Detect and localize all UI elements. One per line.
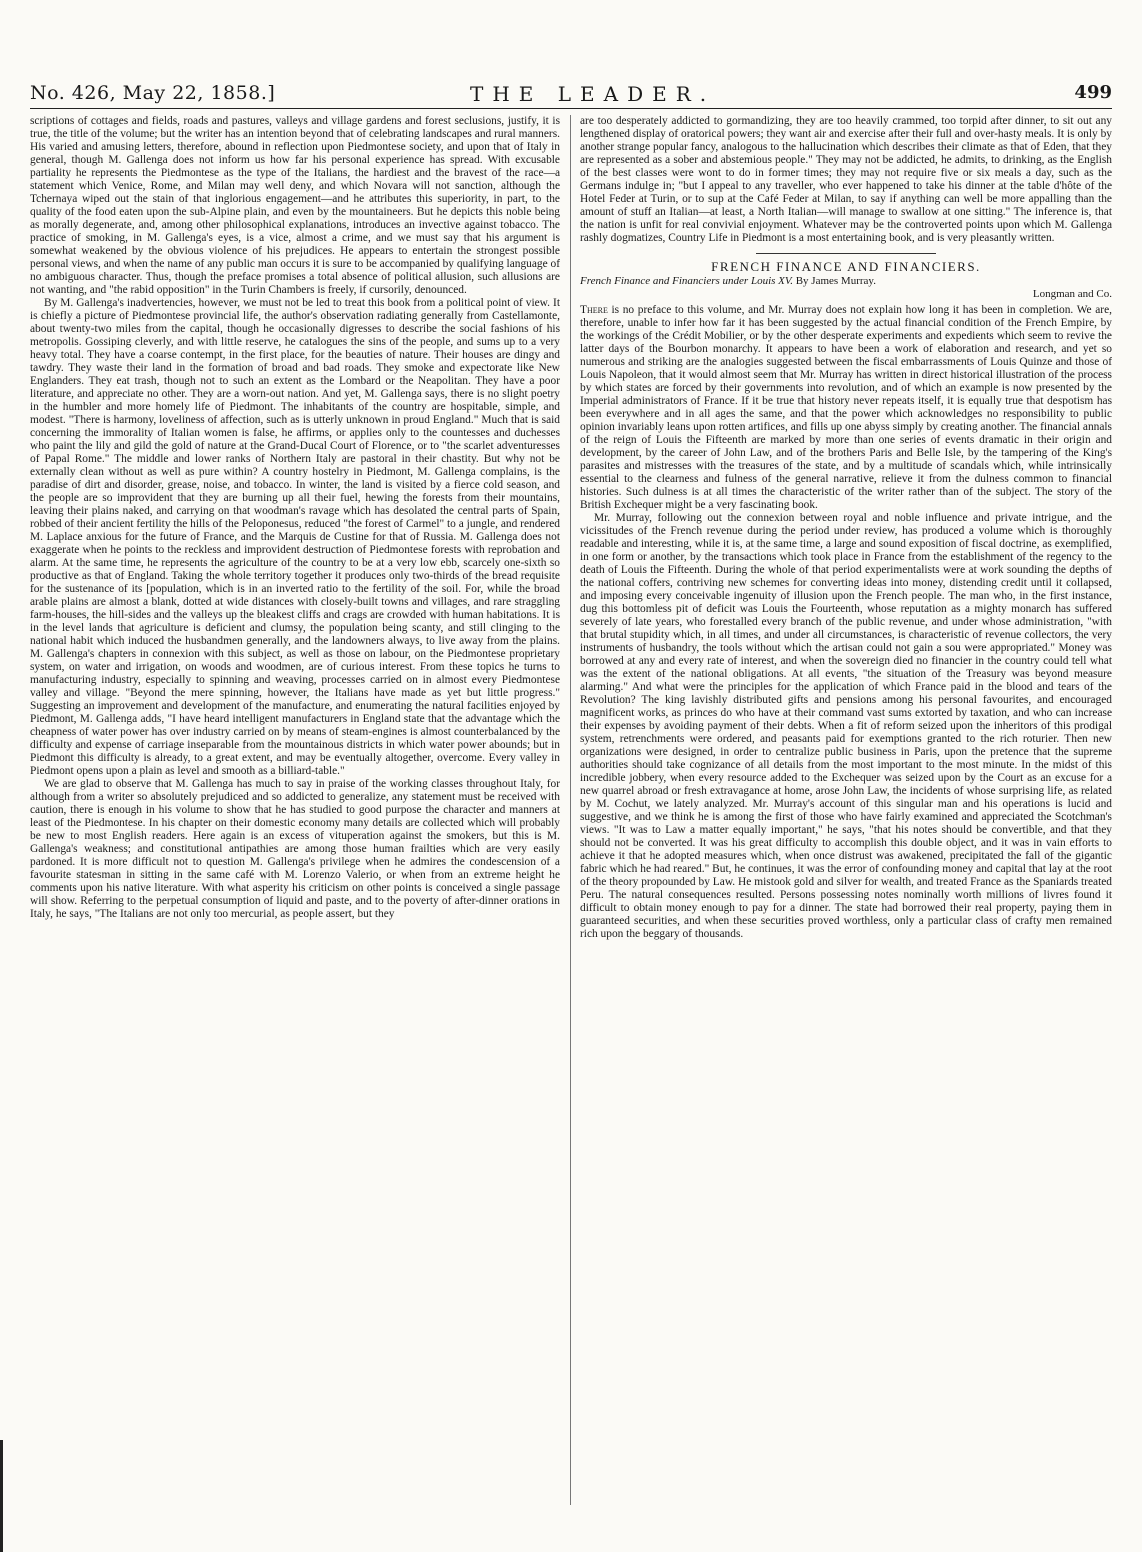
paragraph: Mr. Murray, following out the connexion between royal and noble influence and private intrigue, and the vicissitudes of the French revenue during the period under review, has produced a volume which is thoroughly readable and interesting, while it is, at the same time, a large and sound exposition of fiscal doctrine, as exemplified, in one form or another, by the transactions which took place in France from the establishment of the regency to the death of Louis the Fifteenth. During the whole of that period experimentalists were at work sounding the depths of the national coffers, contriving new schemes for converting ideas into money, distending credit until it collapsed, and imposing every conceivable ingenuity of illusion upon the French people. The man who, in the first instance, dug this bottomless pit of deficit was Louis the Fourteenth, whose reputation as a mighty monarch has suffered severely of late years, who forestalled every branch of the public revenue, and under whose administration, "with that brutal stupidity which, in all times, and under all circumstances, is characteristic of revenue collectors, the very instruments of husbandry, the tools without which the artisan could not gain a sou were appropriated." Money was borrowed at any and every rate of interest, and when the sovereign died no financier in the country could tell what was the extent of the national obligations. At all events, "the situation of the Treasury was beyond measure alarming." And what were the principles for the application of which France paid in the blood and tears of the Revolution? The king lavishly distributed gifts and pensions among his personal favourites, and encouraged magnificent works, as princes do who have at their command vast sums extorted by taxation, and who can increase their expenses by avoiding payment of their debts. When a fit of reform seized upon the inheritors of this prodigal system, retrenchments were ordered, and peasants paid for exemptions granted to the rich roturier. Then new organizations were designed, in order to centralize public business in Paris, upon the pretence that the supreme authorities should take cognizance of all details from the most important to the most minute. In the midst of this incredible jobbery, when every resource added to the Exchequer was seized upon by the Court as an excuse for a new quarrel abroad or fresh extravagance at home, arose John Law, the incidents of whose surprising life, as related by M. Cochut, we lately analyzed. Mr. Murray's account of this singular man and his operations is lucid and suggestive, and we think he is among the first of those who have fairly examined and appreciated the Scotchman's views. "It was to Law a matter equally important," he says, "that his notes should be convertible, and that they should not be converted. It was his great difficulty to accomplish this double object, and it was in vain efforts to achieve it that he adopted measures which, when once distrust was awakened, precipitated the fall of the gigantic fabric which he had reared." But, he continues, it was the error of confounding money and capital that lay at the root of the theory propounded by Law. He mistook gold and silver for wealth, and treated France as the Spaniards treated Peru. The natural consequences resulted. Persons possessing notes nominally worth millions of livres found it difficult to obtain money enough to pay for a dinner. The state had borrowed their real property, paying them in guaranteed securities, and when these securities proved worthless, only a particular class of crafty men remained rich upon the beggary of thousands. <box>580 512 1112 940</box>
page-number: 499 <box>1074 82 1112 103</box>
section-title: FRENCH FINANCE AND FINANCIERS. <box>711 259 981 274</box>
book-title: French Finance and Financiers under Louis XV. <box>580 275 793 287</box>
publisher: Longman and Co. <box>1032 288 1112 300</box>
book-citation <box>580 275 1112 288</box>
paragraph: By M. Gallenga's inadvertencies, however, we must not be led to treat this book from a political point of view. It is chiefly a picture of Piedmontese provincial life, the author's observation radiating generally from Castellamonte, about twenty-two miles from the capital, though he occasionally digresses to describe the social fashions of his metropolis. Gossiping cleverly, and with little reserve, he catalogues the sins of the people, and sums up to a very heavy total. They have a coarse contempt, in the first place, for the beauties of nature. Their houses are dingy and tawdry. They waste their land in the formation of broad and bad roads. They smoke and expectorate like New Englanders. They eat trash, though not to such an extent as the Lombard or the Neapolitan. They have a poor literature, and appreciate no other. They are a worn-out nation. And yet, M. Gallenga says, there is no slight poetry in the humbler and more homely life of Piedmont. The inhabitants of the country are hospitable, simple, and modest. "There is harmony, loveliness of affection, such as is utterly unknown in proud England." Much that is said concerning the immorality of Italian women is false, he affirms, or applies only to the countesses and duchesses who paint the lily and gild the gold of nature at the Grand-Ducal Court of Florence, or to "the scarlet adventuresses of Papal Rome." The middle and lower ranks of Northern Italy are pastoral in their chastity. But why not be externally clean without as well as pure within? A country hostelry in Piedmont, M. Gallenga complains, is the paradise of dirt and disorder, grease, noise, and tobacco. In winter, the land is visited by a fierce cold season, and the people are so improvident that they are burning up all their fuel, hewing the forests from their mountains, leaving their plains naked, and carrying on that woodman's ravage which has desolated the central parts of Spain, robbed of their ancient fertility the hills of the Peloponesus, reduced "the forest of Carmel" to a jungle, and rendered M. Laplace anxious for the future of France, and the Marquis de Custine for that of Russia. M. Gallenga does not exaggerate when he points to the reckless and improvident destruction of Piedmontese forests with reprobation and alarm. At the same time, he represents the agriculture of the country to be at a very low ebb, scarcely one-sixth so productive as that of England. Taking the whole territory together it produces only two-thirds of the bread requisite for the sustenance of its [population, which is in an inverted ratio to the fertility of the soil. For, while the broad arable plains are almost a blank, dotted at wide distances with closely-built towns and villages, and rare straggling farm-houses, the hill-sides and the valleys up the bleakest cliffs and crags are crowded with human habitations. It is in the level lands that agriculture is deficient and clumsy, the population being scanty, and still clinging to the national habit which induced the husbandmen generally, and the landowners always, to live away from the plains. M. Gallenga's chapters in connexion with this subject, as well as those on labour, on the Piedmontese proprietary system, on water and irrigation, on woods and woodmen, are of curious interest. From these topics he turns to manufacturing industry, especially to spinning and weaving, processes carried on in almost every Piedmontese valley and village. "Beyond the mere spinning, however, the Italians have made as yet but little progress." Suggesting an improvement and development of the manufacture, and enumerating the natural facilities enjoyed by Piedmont, M. Gallenga adds, "I have heard intelligent manufacturers in England state that the advantage which the cheapness of water power has over industry carried on by means of steam-engines is almost counterbalanced by the difficulty and expense of carriage inseparable from the mountainous districts in which water power abounds; but in Piedmont this difficulty is already, to a great extent, and may be eventually altogether, overcome. Every valley in Piedmont opens upon a plain as level and smooth as a billiard-table." <box>30 297 560 777</box>
masthead <box>30 78 1112 109</box>
paragraph <box>580 304 1112 512</box>
right-column <box>580 115 1112 1515</box>
paragraph: We are glad to observe that M. Gallenga has much to say in praise of the working classes throughout Italy, for although from a writer so absolutely prejudiced and so addicted to generalize, any statement must be received with caution, there is enough in his volume to show that he has studied to good purpose the character and manners at least of the Piedmontese. In his chapter on their domestic economy many details are collected which will probably be new to most English readers. Here again is an excess of vituperation against the smokers, but this is M. Gallenga's weakness; and constitutional antipathies are among those human frailties which are very easily pardoned. It is more difficult not to question M. Gallenga's privilege when he admires the condescension of a favourite statesman in sitting in the same café with M. Lorenzo Valerio, or when from an extreme height he comments upon his native literature. With what asperity his criticism on other points is conceived a single passage will show. Referring to the perpetual consumption of liquid and paste, and to the poverty of after-dinner orations in Italy, he says, "The Italians are not only too mercurial, as people assert, but they <box>30 778 560 920</box>
book-author: By James Murray. <box>795 275 876 287</box>
newspaper-title: THE LEADER. <box>470 82 716 106</box>
lead-word: There <box>580 304 608 316</box>
column-divider <box>570 115 571 1505</box>
paragraph: are too desperately addicted to gormandizing, they are too heavily crammed, too torpid after dinner, to sit out any lengthened display of oratorical powers; they want air and exercise after their full and over-hasty meals. It is only by another strange popular fancy, analogous to the hallucination which describes their climate as that of Eden, that they are represented as a sober and abstemious people." They may not be addicted, he admits, to drinking, as the English of the best classes were wont to do in former times; they may not require five or six meals a day, such as the Germans indulge in; "but I appeal to any traveller, who ever happened to take his dinner at the table d'hôte of the Hotel Feder at Turin, or to sup at the Café Feder at Milan, to say if anything can well be more appalling than the amount of stuff an Italian—at least, a North Italian—will manage to swallow at one sitting." The inference is, that the nation is unfit for real convivial enjoyment. Whatever may be the controverted points upon which M. Gallenga rashly dogmatizes, Country Life in Piedmont is a most entertaining book, and is very pleasantly written. <box>580 115 1112 244</box>
scan-edge-mark <box>0 1440 3 1552</box>
left-column <box>30 115 560 1515</box>
issue-date: No. 426, May 22, 1858.] <box>30 82 276 104</box>
paragraph: scriptions of cottages and fields, roads and pastures, valleys and village gardens and forest seclusions, justify, it is true, the title of the volume; but the writer has an intention beyond that of celebrating landscapes and rural manners. His varied and amusing letters, therefore, abound in reflection upon Piedmontese society, and upon that of Italy in general, though M. Gallenga does not inform us how far his personal experience has spread. With excusable partiality he represents the Piedmontese as the type of the Italians, the hardiest and the bravest of the race—a statement which Venice, Rome, and Milan may well deny, and which Novara will not sanction, although the Tchernaya wiped out the stain of that inglorious engagement—and he attributes this superiority, in part, to the quality of the food eaten upon the sub-Alpine plain, and even by the mountaineers. But he depicts this noble being as morally degenerate, and, among other philosophical explanations, introduces an invective against tobacco. The practice of smoking, in M. Gallenga's eyes, is a vice, almost a crime, and we must say that his argument is somewhat weakened by the obvious violence of his prejudices. He appears to entertain the strongest possible personal views, and when the name of any public man occurs it is sure to be accompanied by qualifying language of no ambiguous character. Thus, though the preface promises a total absence of political allusion, such allusions are not wanting, and "the rabid opposition" in the Turin Chambers is freely, if cursorily, denounced. <box>30 115 560 296</box>
section-rule <box>756 253 936 254</box>
paragraph-text: is no preface to this volume, and Mr. Murray does not explain how long it has been in completion. We are, therefore, unable to infer how far it has been suggested by the actual financial condition of the French Empire, by the workings of the Crédit Mobilier, or by the other desperate experiments and expedients which seem to revive the latter days of the Bourbon monarchy. It appears to have been a work of elaboration and research, and yet so numerous and striking are the analogies suggested between the fiscal embarrassments of Louis Quinze and those of Louis Napoleon, that it would almost seem that Mr. Murray has written in direct historical illustration of the process by which states are forced by their governments into revolution, and of which an example is now presented by the Imperial administrators of France. If it be true that history never repeats itself, it is equally true that despotism has been everywhere and in all ages the same, and that the power which acknowledges no responsibility to public opinion invariably leans upon rotten artifices, and fills up one abyss simply by creating another. The financial annals of the reign of Louis the Fifteenth are marked by more than one series of events dramatic in their origin and development, by the career of John Law, and of the brothers Paris and Belle Isle, by the tampering of the King's parasites and mistresses with the treasures of the state, and by a multitude of scandals which, while intrinsically essential to the clearness and fulness of the general narrative, relieve it from the dulness common to financial histories. Such dulness is at all times the characteristic of the writer rather than of the subject. The story of the British Exchequer might be a very fascinating book. <box>580 304 1112 511</box>
